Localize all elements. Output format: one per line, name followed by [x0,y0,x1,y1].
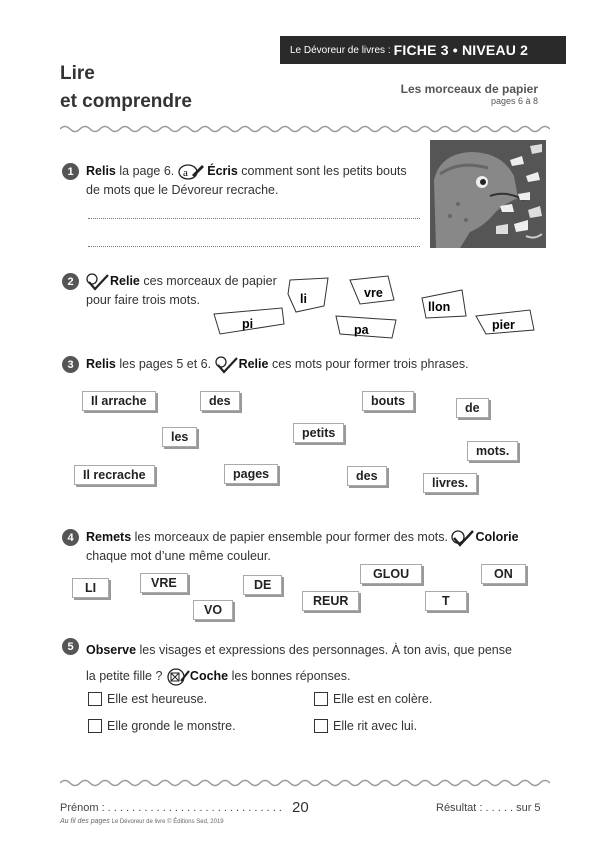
checkbox[interactable] [314,692,328,706]
q3-verb-relis: Relis [86,357,116,371]
page-number: 20 [292,799,309,816]
word-tag: des [200,391,240,411]
footer-credit: Au fil des pages Le Dévoreur de livre © Éditions Sed, 2019 [60,818,224,825]
piece-tag: DE [243,575,282,595]
checkbox[interactable] [88,719,102,733]
monster-illustration [430,140,546,248]
word-tag: mots. [467,441,518,461]
q1-verb-ecris: Écris [207,164,238,178]
svg-text:a: a [182,166,188,179]
option-laughs[interactable]: Elle rit avec lui. [314,719,417,733]
question-3-number: 3 [62,356,79,373]
fragment-3: pa [354,323,369,337]
question-4-number: 4 [62,529,79,546]
q3-verb-relie: Relie [238,357,269,371]
pencil-icon [178,163,204,181]
question-5-text: Observe les visages et expressions des personnages. À ton avis, que pense la petite fille ? Coche les bonnes réponses. [86,637,546,689]
piece-tag: VO [193,600,233,620]
title-line-2: et comprendre [60,91,192,112]
q4-verb-remets: Remets [86,530,132,544]
word-tag: Il recrache [74,465,155,485]
answer-line-1[interactable] [88,218,420,219]
piece-tag: REUR [302,591,359,611]
question-2-number: 2 [62,273,79,290]
q2-verb-relie: Relie [110,274,140,288]
piece-tag: T [425,591,467,611]
piece-tag: LI [72,578,109,598]
link-pencil-icon [86,273,110,291]
header-series: Le Dévoreur de livres : [290,44,391,56]
wavy-divider-top [60,124,550,134]
fragment-4: llon [428,300,451,314]
answer-line-2[interactable] [88,246,420,247]
q5-verb-coche: Coche [189,669,229,683]
header-bar [280,36,566,64]
option-happy[interactable]: Elle est heureuse. [88,692,207,706]
checkbox[interactable] [88,692,102,706]
question-1-number: 1 [62,163,79,180]
word-tag: petits [293,423,344,443]
piece-tag: GLOU [360,564,422,584]
option-scolds[interactable]: Elle gronde le monstre. [88,719,236,733]
wavy-divider-bottom [60,778,550,788]
q4-verb-colorie: Colorie [475,530,519,544]
fragment-5: pier [492,318,515,332]
result-field: Résultat : . . . . . sur 5 [436,802,541,814]
link-pencil-icon [215,356,239,374]
word-tag: pages [224,464,278,484]
section-subtitle: Les morceaux de papier [400,82,538,96]
paper-fragments [200,272,540,344]
word-tag: les [162,427,197,447]
page-title [60,60,192,116]
header-sheet: FICHE 3 • NIVEAU 2 [393,42,529,58]
fragment-0: li [300,292,307,306]
fragment-1: vre [364,286,383,300]
question-3-text: Relis les pages 5 et 6. Relie ces mots pour former trois phrases. [86,355,506,374]
checkbox-pencil-icon [166,667,190,687]
word-tag: livres. [423,473,477,493]
question-5-number: 5 [62,638,79,655]
word-tag: de [456,398,489,418]
question-1-text: Relis la page 6. a Écris comment sont les petits bouts de mots que le Dévoreur recrache. [86,164,407,197]
q5-verb-observe: Observe [86,643,137,657]
word-tag: bouts [362,391,414,411]
piece-tag: VRE [140,573,188,593]
fragment-2: pi [242,317,254,331]
section-pages: pages 6 à 8 [490,96,538,106]
checkbox[interactable] [314,719,328,733]
word-tag: Il arrache [82,391,156,411]
piece-tag: ON [481,564,526,584]
color-pencil-icon [451,529,475,547]
brand-logo: Au fil des pages [60,818,110,825]
option-angry[interactable]: Elle est en colère. [314,692,432,706]
name-field[interactable]: Prénom : . . . . . . . . . . . . . . . . . . . . . . . . . . . . . [60,802,282,814]
question-4-text: Remets les morceaux de papier ensemble pour former des mots. Colorie chaque mot d’une même couleur. [86,530,519,563]
question-2-text: Relie ces morceaux de papier pour faire trois mots. [86,274,277,307]
word-tag: des [347,466,387,486]
title-line-1: Lire [60,63,95,84]
q1-verb-relis: Relis [86,164,116,178]
